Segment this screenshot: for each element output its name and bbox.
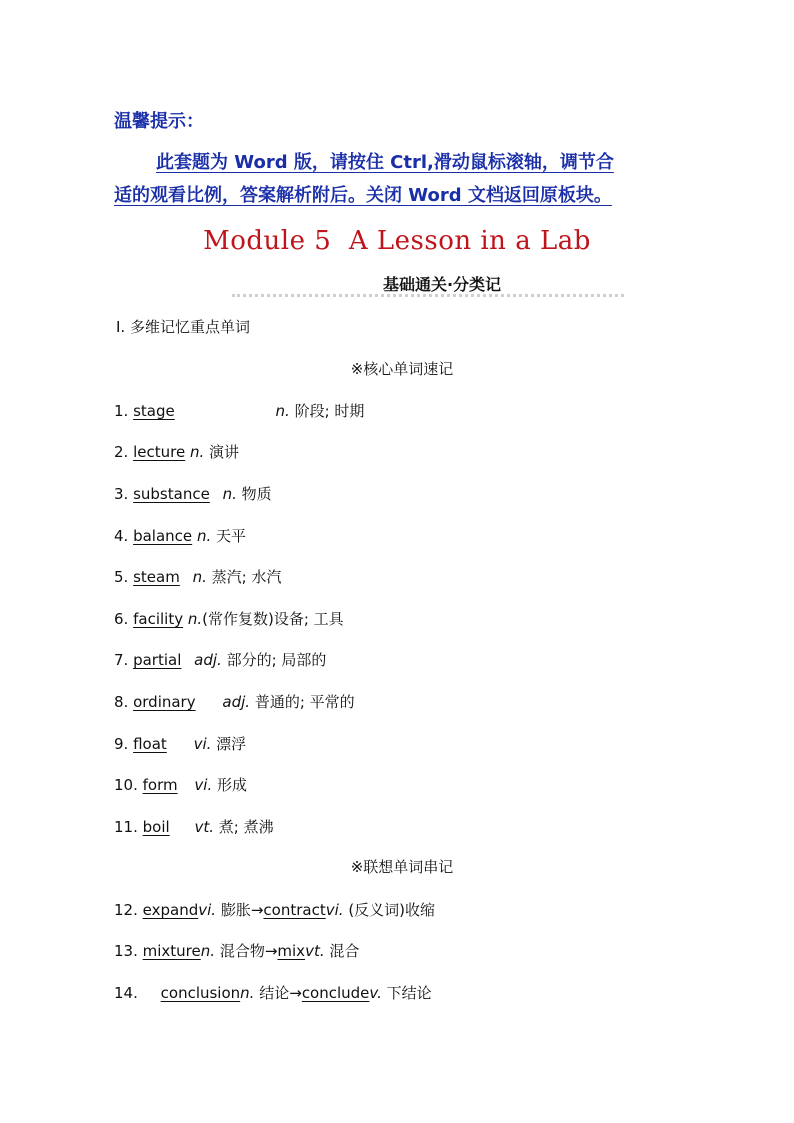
answer-word: ordinary	[133, 693, 196, 711]
vocab-item	[114, 525, 246, 546]
item-number: 9.	[114, 735, 129, 753]
answer-word: facility	[133, 610, 184, 628]
tip-body	[114, 146, 694, 212]
item-number: 1.	[114, 402, 129, 420]
answer-word: substance	[133, 485, 210, 503]
meaning: (常作复数)设备; 工具	[202, 610, 344, 628]
answer-word: partial	[133, 651, 182, 669]
part-of-speech: vi.	[193, 735, 212, 753]
tip-line-1: 此套题为 Word 版，请按住 Ctrl,滑动鼠标滚轴，调节合	[156, 152, 614, 173]
part-of-speech: n.	[240, 984, 255, 1002]
answer-word: form	[142, 776, 178, 794]
vocab-item	[114, 608, 344, 629]
assoc-item	[114, 940, 359, 961]
item-number: 10.	[114, 776, 138, 794]
assoc-item	[114, 899, 435, 920]
item-number: 2.	[114, 443, 129, 461]
meaning: 天平	[216, 527, 247, 545]
answer-word: mixture	[142, 942, 201, 960]
part-of-speech-2: vi.	[325, 901, 344, 919]
answer-word: lecture	[133, 443, 186, 461]
vocab-item	[114, 483, 272, 504]
item-number: 3.	[114, 485, 129, 503]
meaning: 部分的; 局部的	[226, 651, 327, 669]
part-of-speech: vi.	[198, 901, 217, 919]
sub-heading-associated-words: ※联想单词串记	[350, 858, 454, 876]
vocab-item	[114, 774, 247, 795]
part-of-speech-2: v.	[369, 984, 382, 1002]
part-of-speech: n.	[189, 443, 205, 461]
meaning-2: (反义词)收缩	[348, 901, 436, 919]
part-of-speech: vi.	[194, 776, 213, 794]
assoc-item	[114, 982, 432, 1003]
vocab-item	[114, 400, 364, 421]
answer-word: boil	[142, 818, 170, 836]
item-number: 11.	[114, 818, 138, 836]
meaning: 蒸汽; 水汽	[211, 568, 282, 586]
meaning: 物质	[241, 485, 272, 503]
item-number: 6.	[114, 610, 129, 628]
part-of-speech: n.	[200, 942, 216, 960]
meaning: 演讲	[209, 443, 240, 461]
part-of-speech: vt.	[194, 818, 214, 836]
meaning: 混合物→	[219, 942, 278, 960]
meaning: 普通的; 平常的	[254, 693, 355, 711]
vocab-item	[114, 566, 282, 587]
vocab-item	[114, 649, 326, 670]
vocab-item	[114, 691, 355, 712]
item-number: 5.	[114, 568, 129, 586]
tip-line-2: 适的观看比例，答案解析附后。关闭 Word 文档返回原板块。	[114, 185, 612, 206]
meaning: 阶段; 时期	[294, 402, 365, 420]
vocab-item	[114, 733, 246, 754]
tip-heading: 温馨提示：	[114, 111, 204, 132]
part-of-speech: n.	[187, 610, 203, 628]
answer-word: steam	[133, 568, 180, 586]
section-title: 基础通关·分类记	[382, 275, 502, 294]
meaning: 膨胀→	[220, 901, 264, 919]
item-number: 8.	[114, 693, 129, 711]
answer-word-2: mix	[277, 942, 306, 960]
answer-word: stage	[133, 402, 175, 420]
answer-word: float	[133, 735, 167, 753]
item-number: 4.	[114, 527, 129, 545]
part-heading: Ⅰ. 多维记忆重点单词	[116, 318, 250, 336]
item-number: 14.	[114, 984, 138, 1002]
part-of-speech-2: vt.	[305, 942, 325, 960]
part-of-speech: adj.	[194, 651, 222, 669]
dotted-divider	[232, 294, 624, 297]
meaning-2: 混合	[329, 942, 360, 960]
item-number: 12.	[114, 901, 138, 919]
answer-word-2: contract	[263, 901, 326, 919]
sub-heading-core-words: ※核心单词速记	[350, 360, 454, 378]
module-title: Module 5 A Lesson in a Lab	[203, 226, 591, 256]
part-of-speech: n.	[196, 527, 212, 545]
answer-word-2: conclude	[301, 984, 370, 1002]
vocab-item	[114, 441, 239, 462]
meaning: 结论→	[259, 984, 302, 1002]
item-number: 13.	[114, 942, 138, 960]
meaning: 形成	[217, 776, 248, 794]
answer-word: conclusion	[160, 984, 241, 1002]
vocab-item	[114, 816, 274, 837]
meaning: 漂浮	[216, 735, 247, 753]
part-of-speech: n.	[275, 402, 290, 420]
part-of-speech: n.	[192, 568, 207, 586]
answer-word: expand	[142, 901, 199, 919]
answer-word: balance	[133, 527, 193, 545]
item-number: 7.	[114, 651, 129, 669]
meaning-2: 下结论	[386, 984, 432, 1002]
meaning: 煮; 煮沸	[218, 818, 274, 836]
part-of-speech: adj.	[222, 693, 251, 711]
part-of-speech: n.	[222, 485, 237, 503]
